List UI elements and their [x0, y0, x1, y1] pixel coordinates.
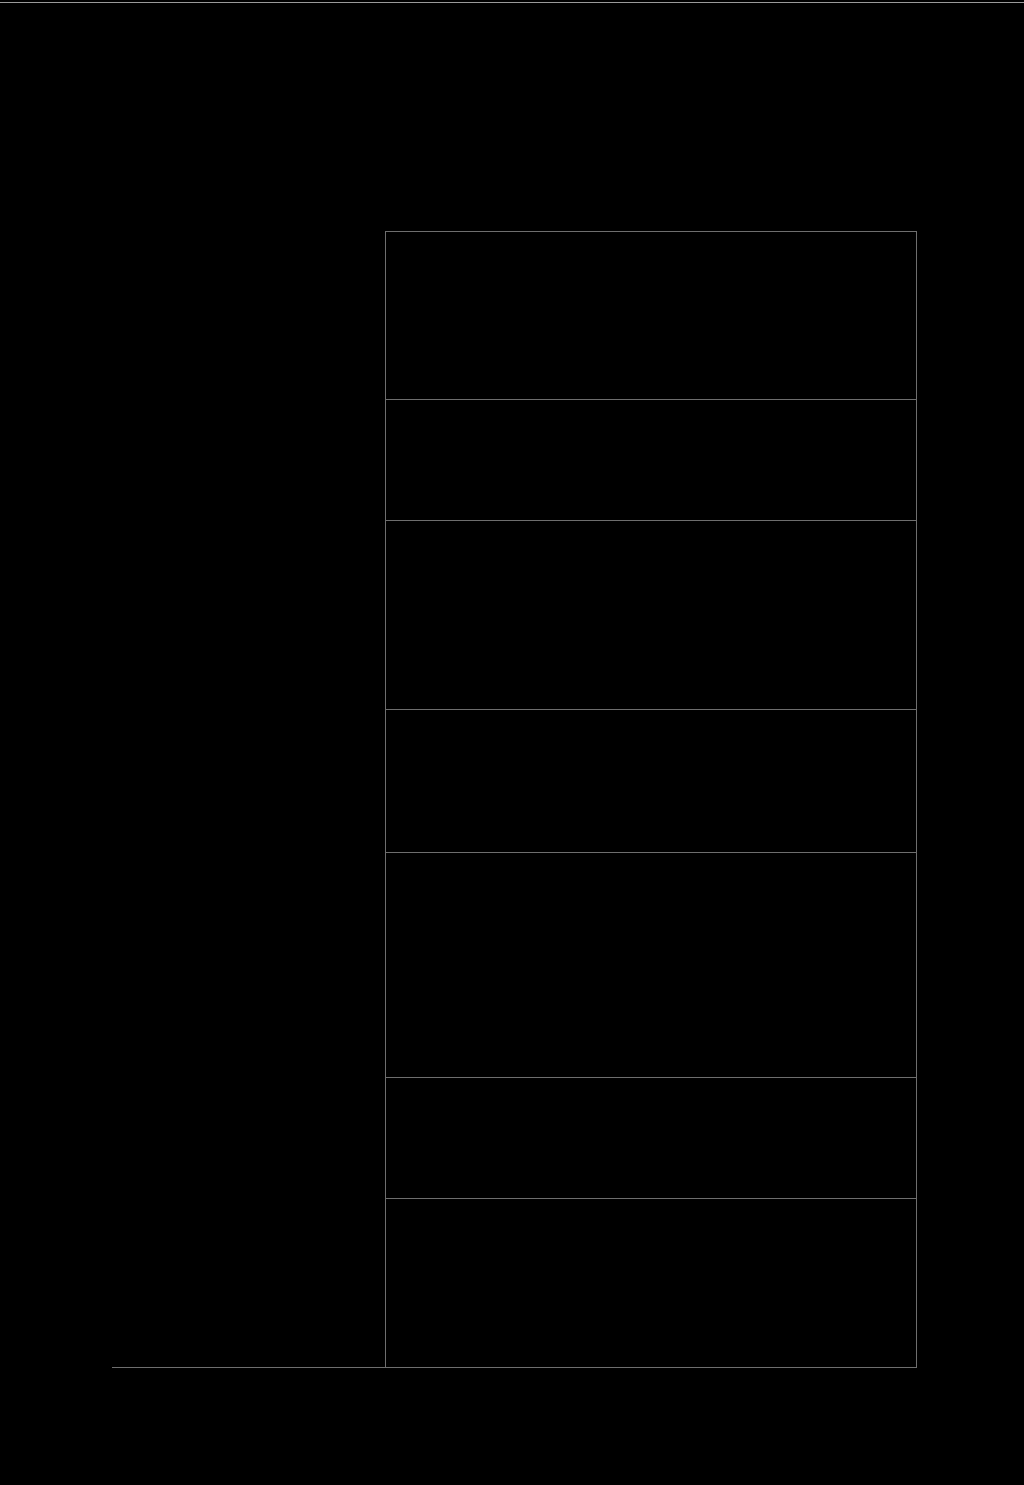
time-range-3: od 9,15 hod. do 11,30 hod.: [120, 522, 304, 541]
row-divider: [385, 852, 917, 853]
arrow-bullet-icon: ➢: [430, 963, 443, 979]
arrow-bullet-icon: ➢: [430, 1045, 443, 1061]
arrow-bullet-icon: ➢: [430, 764, 443, 780]
activity-text: činnosti zabezpečujúce životosprávu – hygiena,: [461, 1133, 786, 1152]
activity-text: činnosti zabezpečujúce životosprávu – hygiena: [461, 1342, 782, 1361]
arrow-bullet-icon: ➢: [430, 1272, 443, 1288]
arrow-bullet-icon: ➢: [430, 644, 443, 660]
activity-text: edukačná aktivita: [461, 305, 581, 324]
time-range-5: od 12,10 hod. do 14,30 hod.: [120, 853, 314, 872]
table-bottom-border: [112, 1367, 917, 1368]
activity-text: činnosti zabezpečujúce životosprávu – hygiena: [461, 353, 782, 372]
column-divider: [385, 231, 386, 1368]
arrow-bullet-icon: ➢: [430, 307, 443, 323]
activity-text: edukačná aktivita: [461, 961, 581, 980]
arrow-bullet-icon: ➢: [430, 1344, 443, 1360]
activity-text: pohybové a relaxačné cvičenia: [461, 329, 671, 348]
activity-text: pohybové a relaxačné cvičenia: [461, 1318, 671, 1337]
activity-text: edukačná aktivita: [461, 594, 581, 613]
page-top-line: [0, 2, 1024, 3]
arrow-bullet-icon: ➢: [430, 1135, 443, 1151]
activity-text: činnosti zabezpečujúce životosprávu – príprava na: [461, 898, 808, 917]
activity-text: pohybové a relaxačné cvičenia: [461, 642, 671, 661]
arrow-bullet-icon: ➢: [430, 900, 443, 916]
activity-text: edukačná aktivita: [461, 1270, 581, 1289]
activity-text: pohybové a relaxačné cvičenia: [461, 1002, 671, 1021]
time-range-1: od 7,00 hod. do 8,50 hod.: [120, 233, 297, 252]
document-header: Prevádzkový poriadok, Materská škola Hrušovany, Hrušovany 336, 956 13: [264, 68, 760, 85]
arrow-bullet-icon: ➢: [430, 452, 443, 468]
arrow-bullet-icon: ➢: [430, 1320, 443, 1336]
row-divider: [385, 1198, 917, 1199]
time-kind-4: -presne stanovený čas: [120, 752, 261, 769]
arrow-bullet-icon: ➢: [430, 1004, 443, 1020]
activity-text: činnosti zabezpečujúce životosprávu – hygiena,: [461, 762, 786, 781]
arrow-bullet-icon: ➢: [430, 572, 443, 588]
activity-text: hry a hrové činnosti: [461, 1246, 597, 1265]
arrow-bullet-icon: ➢: [430, 355, 443, 371]
time-range-4: od 11,30 hod. do 12,10 hod.: [120, 711, 313, 730]
activity-text: činnosti zabezpečujúce životosprávu – hygiena,: [461, 450, 786, 469]
activity-text: pobyt vonku: [461, 1294, 547, 1313]
activity-continuation: desiata, stolovanie, edukačná aktivita: [461, 474, 718, 493]
row-divider: [385, 709, 917, 710]
document-title: B. denný poriadok materskej školy: [355, 150, 669, 175]
time-range-6: od 14,30hod. do 15,00 hod.: [120, 1087, 309, 1106]
activity-text: pobyt vonku: [461, 618, 547, 637]
row-divider: [385, 520, 917, 521]
time-kind-1: -rámcovo stanovený čas: [120, 274, 275, 291]
row-divider: [385, 1077, 917, 1078]
activity-continuation: odpočinok, hygiena, sebaobslužné činnosti: [461, 922, 752, 941]
time-kind-3: -rámcovo stanovený čas: [120, 564, 275, 581]
time-kind-2: -presne stanovený čas: [120, 441, 261, 458]
time-kind-7: -rámcovo stanovený čas: [120, 1242, 275, 1259]
activity-text: hry a hrové činnosti: [461, 1043, 597, 1062]
time-kind-6: -presne stanovený čas: [120, 1127, 261, 1144]
activity-continuation: obed, stolovanie, edukačná aktivita: [461, 786, 702, 805]
arrow-bullet-icon: ➢: [430, 283, 443, 299]
arrow-bullet-icon: ➢: [430, 1248, 443, 1264]
row-divider: [385, 399, 917, 400]
table-top-border: [385, 231, 917, 232]
arrow-bullet-icon: ➢: [430, 331, 443, 347]
time-kind-5: -rámcovo stanovený čas: [120, 893, 275, 910]
activity-text: hry a hravé činnosti: [461, 281, 596, 300]
table-right-border: [916, 231, 917, 1368]
arrow-bullet-icon: ➢: [430, 620, 443, 636]
arrow-bullet-icon: ➢: [430, 1296, 443, 1312]
time-range-2: od 8,50 hod. do 9,15 hod.: [120, 400, 297, 419]
activity-continuation: olovrant, stolovanie, edukačná aktivita: [461, 1157, 726, 1176]
arrow-bullet-icon: ➢: [430, 596, 443, 612]
activity-text: hry a hrové činnosti: [461, 570, 597, 589]
time-range-7: od 15,00 hod. do 16,00 hod.: [120, 1201, 314, 1220]
